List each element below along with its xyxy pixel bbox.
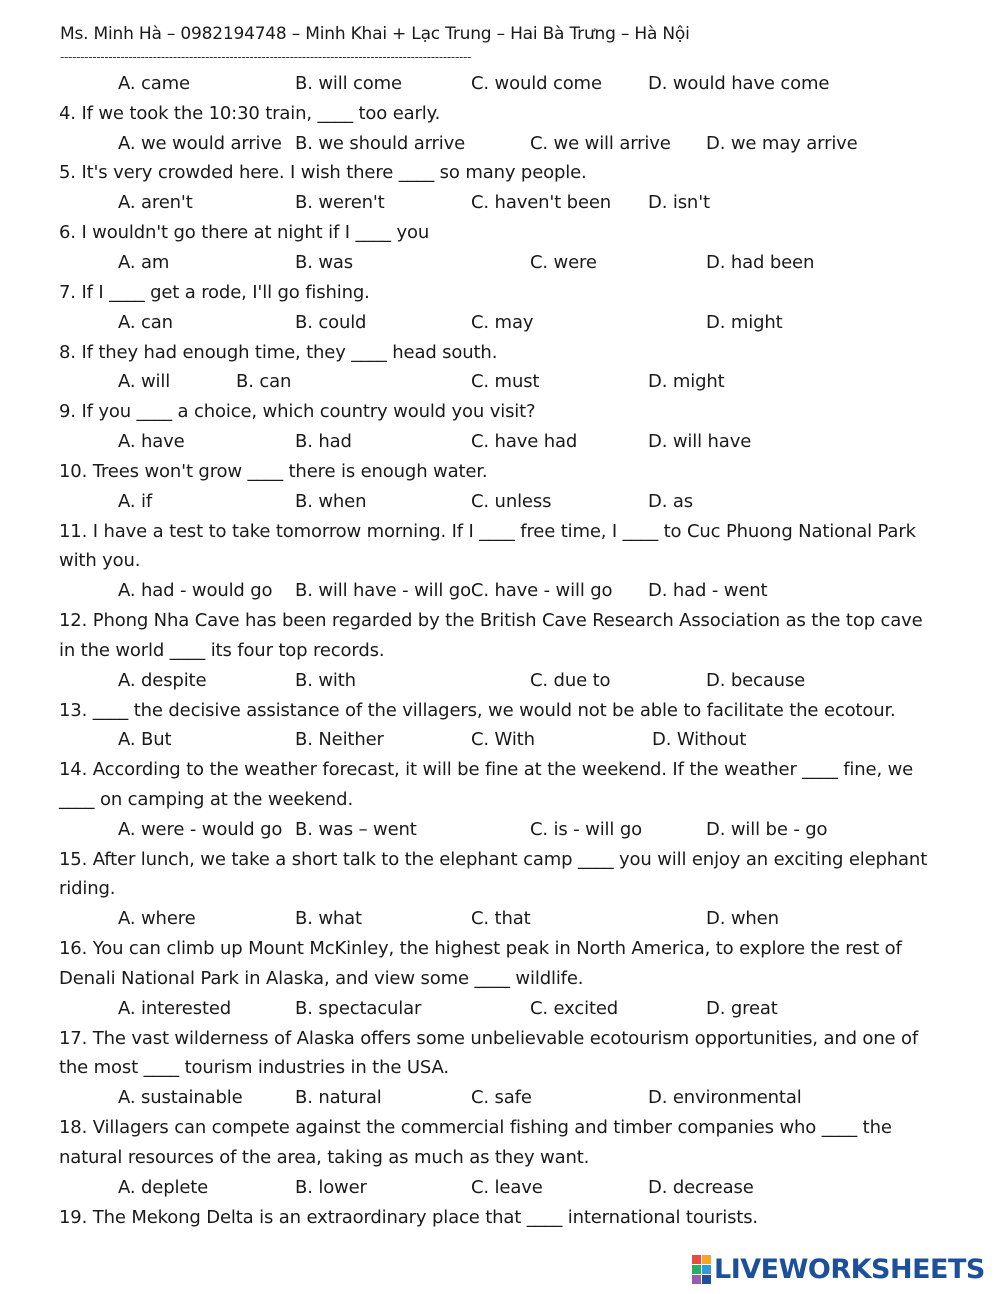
q3-option-c[interactable]: C. would come	[471, 73, 602, 94]
q7-option-b[interactable]: B. could	[295, 312, 367, 333]
q5-option-b[interactable]: B. weren't	[295, 192, 385, 213]
q6-option-b[interactable]: B. was	[295, 252, 354, 273]
q3-option-d[interactable]: D. would have come	[648, 73, 830, 94]
question-18-text-cont: natural resources of the area, taking as much as they want.	[59, 1147, 590, 1168]
question-9-text: 9. If you ____ a choice, which country would you visit?	[59, 401, 536, 422]
q4-option-b[interactable]: B. we should arrive	[295, 133, 466, 154]
question-18-text: 18. Villagers can compete against the commercial fishing and timber companies who ____ the	[59, 1117, 892, 1138]
question-8-text: 8. If they had enough time, they ____ head south.	[59, 342, 498, 363]
q5-option-a[interactable]: A. aren't	[118, 192, 193, 213]
q17-option-b[interactable]: B. natural	[295, 1087, 382, 1108]
logo-grid-icon	[692, 1255, 711, 1284]
liveworksheets-logo	[692, 1254, 985, 1285]
logo-square	[702, 1275, 711, 1284]
logo-square	[692, 1255, 701, 1264]
q8-option-d[interactable]: D. might	[648, 371, 725, 392]
q14-option-a[interactable]: A. were - would go	[118, 819, 283, 840]
logo-square	[702, 1255, 711, 1264]
question-17-text: 17. The vast wilderness of Alaska offers some unbelievable ecotourism opportunities, and one of	[59, 1028, 919, 1049]
q7-option-d[interactable]: D. might	[706, 312, 783, 333]
q12-option-c[interactable]: C. due to	[530, 670, 611, 691]
q7-option-a[interactable]: A. can	[118, 312, 173, 333]
q13-option-d[interactable]: D. Without	[652, 729, 747, 750]
q15-option-c[interactable]: C. that	[471, 908, 531, 929]
q17-option-d[interactable]: D. environmental	[648, 1087, 802, 1108]
q4-option-d[interactable]: D. we may arrive	[706, 133, 858, 154]
question-15-text: 15. After lunch, we take a short talk to the elephant camp ____ you will enjoy an exciting elephant	[59, 849, 928, 870]
q14-option-b[interactable]: B. was – went	[295, 819, 417, 840]
q4-option-a[interactable]: A. we would arrive	[118, 133, 282, 154]
q11-option-d[interactable]: D. had - went	[648, 580, 768, 601]
q18-option-d[interactable]: D. decrease	[648, 1177, 754, 1198]
q16-option-b[interactable]: B. spectacular	[295, 998, 422, 1019]
question-16-text-cont: Denali National Park in Alaska, and view some ____ wildlife.	[59, 968, 584, 989]
q10-option-d[interactable]: D. as	[648, 491, 693, 512]
q11-option-b-c[interactable]: B. will have - will goC. have - will go	[295, 580, 613, 601]
question-11-text: 11. I have a test to take tomorrow morning. If I ____ free time, I ____ to Cuc Phuong National Park	[59, 521, 916, 542]
q9-option-c[interactable]: C. have had	[471, 431, 578, 452]
question-11-text-cont: with you.	[59, 550, 141, 571]
q12-option-b[interactable]: B. with	[295, 670, 356, 691]
question-5-text: 5. It's very crowded here. I wish there ____ so many people.	[59, 162, 587, 183]
q15-option-b[interactable]: B. what	[295, 908, 362, 929]
question-17-text-cont: the most ____ tourism industries in the USA.	[59, 1057, 449, 1078]
q5-option-c[interactable]: C. haven't been	[471, 192, 612, 213]
q13-option-c[interactable]: C. With	[471, 729, 535, 750]
q8-option-c[interactable]: C. must	[471, 371, 540, 392]
q4-option-c[interactable]: C. we will arrive	[530, 133, 671, 154]
q17-option-a[interactable]: A. sustainable	[118, 1087, 243, 1108]
q17-option-c[interactable]: C. safe	[471, 1087, 532, 1108]
q3-option-a[interactable]: A. came	[118, 73, 190, 94]
q12-option-a[interactable]: A. despite	[118, 670, 207, 691]
q18-option-a[interactable]: A. deplete	[118, 1177, 209, 1198]
question-14-text-cont: ____ on camping at the weekend.	[59, 789, 354, 810]
q15-option-a[interactable]: A. where	[118, 908, 196, 929]
q10-option-a[interactable]: A. if	[118, 491, 153, 512]
q10-option-c[interactable]: C. unless	[471, 491, 552, 512]
q8-option-b[interactable]: B. can	[236, 371, 292, 392]
q6-option-d[interactable]: D. had been	[706, 252, 815, 273]
q8-option-a[interactable]: A. will	[118, 371, 171, 392]
question-12-text: 12. Phong Nha Cave has been regarded by the British Cave Research Association as the top cave	[59, 610, 923, 631]
question-19-text: 19. The Mekong Delta is an extraordinary place that ____ international tourists.	[59, 1207, 759, 1228]
question-14-text: 14. According to the weather forecast, it will be fine at the weekend. If the weather ____ fine, we	[59, 759, 914, 780]
question-4-text: 4. If we took the 10:30 train, ____ too early.	[59, 103, 441, 124]
q11-option-a[interactable]: A. had - would go	[118, 580, 273, 601]
q12-option-d[interactable]: D. because	[706, 670, 806, 691]
question-16-text: 16. You can climb up Mount McKinley, the highest peak in North America, to explore the rest of	[59, 938, 902, 959]
question-13-text: 13. ____ the decisive assistance of the villagers, we would not be able to facilitate the ecotour.	[59, 700, 896, 721]
question-7-text: 7. If I ____ get a rode, I'll go fishing.	[59, 282, 370, 303]
q9-option-b[interactable]: B. had	[295, 431, 352, 452]
logo-square	[692, 1275, 701, 1284]
q16-option-d[interactable]: D. great	[706, 998, 778, 1019]
header-divider: ------------------------------------------------------------------------------------------------------	[60, 50, 472, 64]
q16-option-a[interactable]: A. interested	[118, 998, 232, 1019]
q10-option-b[interactable]: B. when	[295, 491, 367, 512]
question-10-text: 10. Trees won't grow ____ there is enough water.	[59, 461, 488, 482]
question-15-text-cont: riding.	[59, 878, 116, 899]
q9-option-a[interactable]: A. have	[118, 431, 185, 452]
q5-option-d[interactable]: D. isn't	[648, 192, 710, 213]
q6-option-a[interactable]: A. am	[118, 252, 170, 273]
logo-text: LIVEWORKSHEETS	[714, 1254, 985, 1285]
q16-option-c[interactable]: C. excited	[530, 998, 619, 1019]
q13-option-a[interactable]: A. But	[118, 729, 172, 750]
question-6-text: 6. I wouldn't go there at night if I ____ you	[59, 222, 430, 243]
teacher-header: Ms. Minh Hà – 0982194748 – Minh Khai + Lạc Trung – Hai Bà Trưng – Hà Nội	[60, 24, 690, 44]
q14-option-d[interactable]: D. will be - go	[706, 819, 828, 840]
logo-square	[692, 1265, 701, 1274]
question-12-text-cont: in the world ____ its four top records.	[59, 640, 385, 661]
q13-option-b[interactable]: B. Neither	[295, 729, 384, 750]
q18-option-b[interactable]: B. lower	[295, 1177, 367, 1198]
q15-option-d[interactable]: D. when	[706, 908, 779, 929]
q3-option-b[interactable]: B. will come	[295, 73, 402, 94]
q18-option-c[interactable]: C. leave	[471, 1177, 543, 1198]
logo-square	[702, 1265, 711, 1274]
q6-option-c[interactable]: C. were	[530, 252, 597, 273]
q14-option-c[interactable]: C. is - will go	[530, 819, 642, 840]
q7-option-c[interactable]: C. may	[471, 312, 534, 333]
q9-option-d[interactable]: D. will have	[648, 431, 752, 452]
